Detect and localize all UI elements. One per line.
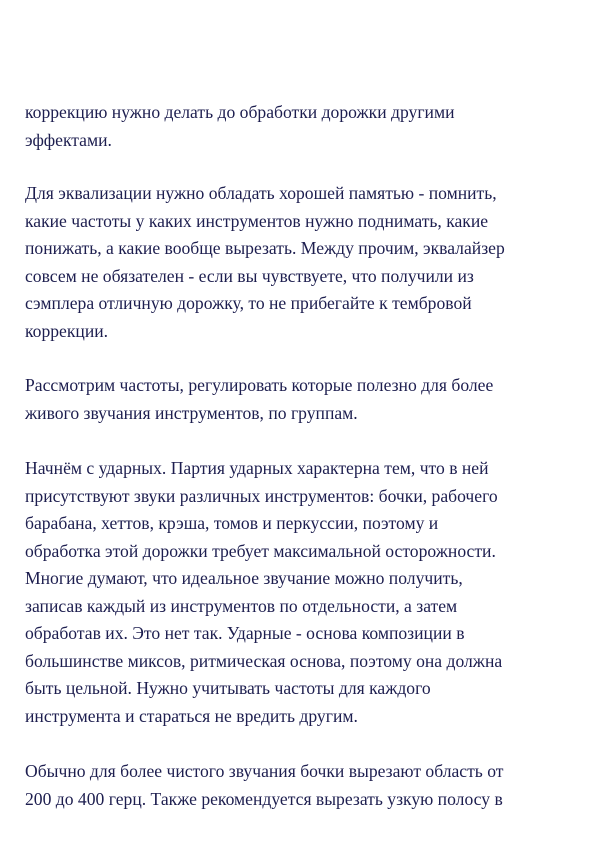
text-line: записав каждый из инструментов по отдельности, а затем [25, 595, 458, 616]
text-line: какие частоты у каких инструментов нужно поднимать, какие [25, 210, 489, 231]
text-line: совсем не обязателен - если вы чувствуете, что получили из [25, 265, 474, 286]
text-line: эффектами. [25, 129, 112, 150]
text-line: 200 до 400 герц. Также рекомендуется вырезать узкую полосу в [25, 788, 503, 809]
text-line: коррекции. [25, 320, 109, 341]
text-line: Рассмотрим частоты, регулировать которые полезно для более [25, 375, 494, 395]
paragraph-2 [25, 180, 585, 345]
text-line: быть цельной. Нужно учитывать частоты для каждого [25, 678, 431, 698]
paragraph-5 [25, 758, 585, 813]
text-line: обработав их. Это нет так. Ударные - основа композиции в [25, 623, 465, 643]
text-line: живого звучания инструментов, по группам. [25, 402, 358, 423]
text-line: барабана, хеттов, крэша, томов и перкуссии, поэтому и [25, 513, 439, 533]
text-line: коррекцию нужно делать до обработки дорожки другими [25, 102, 455, 122]
paragraph-4 [25, 455, 585, 730]
text-line: присутствуют звуки различных инструментов: бочки, рабочего [25, 485, 498, 506]
text-line: большинстве миксов, ритмическая основа, поэтому она должна [25, 650, 503, 671]
text-line: инструмента и стараться не вредить другим. [25, 705, 358, 726]
text-line: понижать, а какие вообще вырезать. Между прочим, эквалайзер [25, 238, 505, 258]
text-line: Начнём с ударных. Партия ударных характерна тем, что в ней [25, 458, 489, 478]
text-line: сэмплера отличную дорожку, то не прибегайте к тембровой [25, 293, 472, 313]
paragraph-1 [25, 99, 585, 154]
text-line: обработка этой дорожки требует максимальной осторожности. [25, 540, 496, 561]
paragraph-3 [25, 372, 585, 427]
text-line: Для эквализации нужно обладать хорошей памятью - помнить, [25, 183, 497, 203]
text-line: Многие думают, что идеальное звучание можно получить, [25, 568, 463, 588]
text-line: Обычно для более чистого звучания бочки вырезают область от [25, 761, 504, 781]
